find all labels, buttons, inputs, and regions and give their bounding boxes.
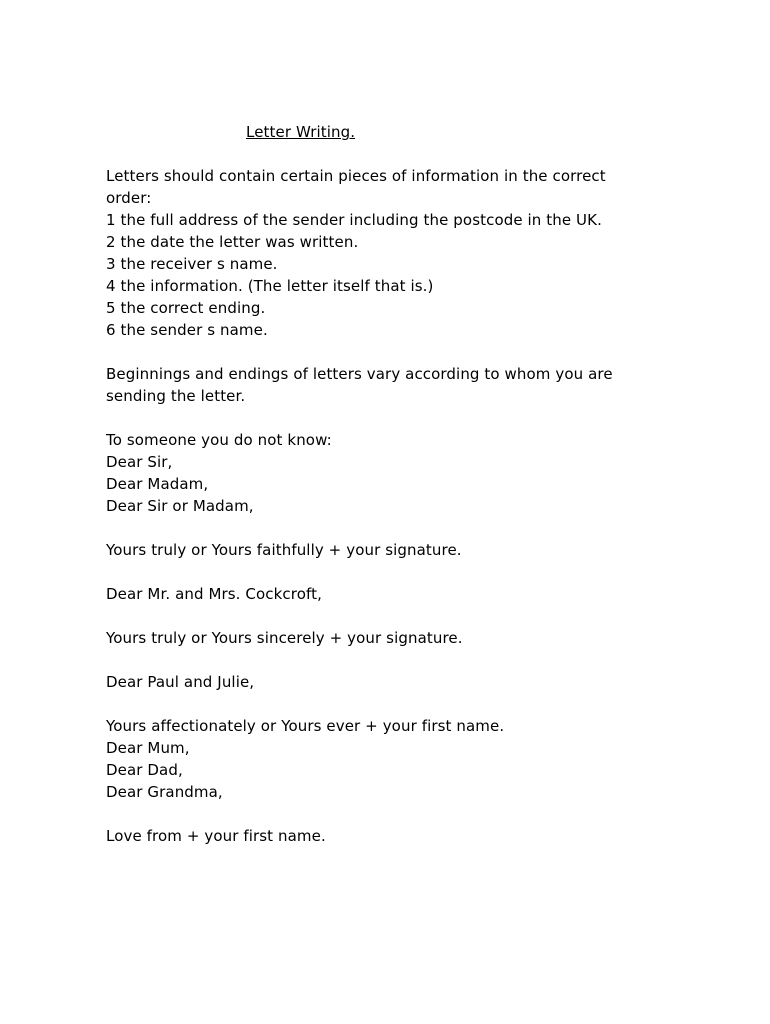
spacer bbox=[106, 649, 726, 671]
list-item: 4 the information. (The letter itself that is.) bbox=[106, 277, 434, 295]
intro-line-1: Letters should contain certain pieces of information in the correct bbox=[106, 167, 606, 185]
greeting-line: Dear Grandma, bbox=[106, 783, 223, 801]
list-item: 3 the receiver s name. bbox=[106, 255, 278, 273]
document-title: Letter Writing. bbox=[246, 123, 356, 141]
spacer bbox=[106, 517, 726, 539]
unknown-heading: To someone you do not know: bbox=[106, 431, 332, 449]
intro-line-2: order: bbox=[106, 189, 152, 207]
greeting-line: Dear Mum, bbox=[106, 739, 190, 757]
spacer bbox=[106, 693, 726, 715]
list-item: 2 the date the letter was written. bbox=[106, 233, 359, 251]
greeting-line: Dear Dad, bbox=[106, 761, 183, 779]
spacer bbox=[106, 143, 726, 165]
list-item: 5 the correct ending. bbox=[106, 299, 266, 317]
greeting-line: Dear Paul and Julie, bbox=[106, 673, 255, 691]
spacer bbox=[106, 561, 726, 583]
greeting-line: Dear Sir, bbox=[106, 453, 173, 471]
greeting-line: Dear Madam, bbox=[106, 475, 209, 493]
spacer bbox=[106, 605, 726, 627]
beginnings-line-2: sending the letter. bbox=[106, 387, 246, 405]
greeting-line: Dear Sir or Madam, bbox=[106, 497, 254, 515]
list-item: 6 the sender s name. bbox=[106, 321, 268, 339]
spacer bbox=[106, 803, 726, 825]
list-item: 1 the full address of the sender including the postcode in the UK. bbox=[106, 211, 602, 229]
ending-line: Yours truly or Yours sincerely + your signature. bbox=[106, 629, 463, 647]
ending-line: Yours truly or Yours faithfully + your signature. bbox=[106, 541, 462, 559]
spacer bbox=[106, 341, 726, 363]
ending-line: Love from + your first name. bbox=[106, 827, 326, 845]
ending-line: Yours affectionately or Yours ever + your first name. bbox=[106, 717, 505, 735]
greeting-line: Dear Mr. and Mrs. Cockcroft, bbox=[106, 585, 322, 603]
spacer bbox=[106, 407, 726, 429]
beginnings-line-1: Beginnings and endings of letters vary according to whom you are bbox=[106, 365, 613, 383]
document-page bbox=[106, 121, 726, 847]
